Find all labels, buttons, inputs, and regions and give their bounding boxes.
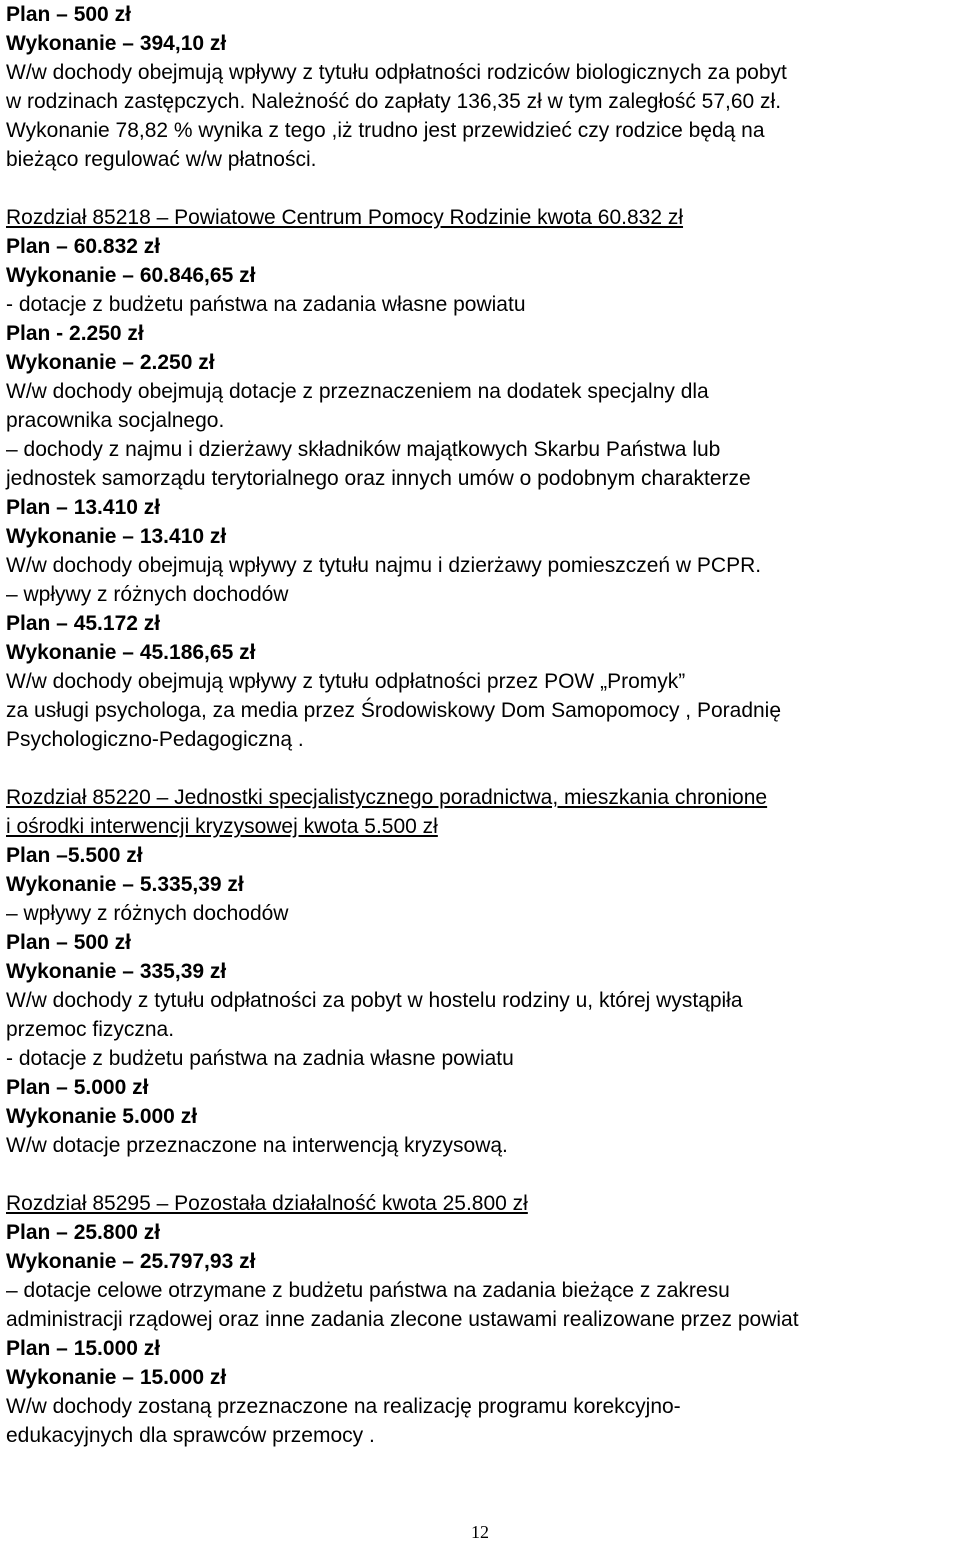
- document-page: [6, 0, 956, 1450]
- execution-line: Wykonanie – 5.335,39 zł: [6, 873, 244, 896]
- plan-line: Plan –5.500 zł: [6, 844, 143, 867]
- body-text: edukacyjnych dla sprawców przemocy .: [6, 1424, 375, 1447]
- execution-line: Wykonanie – 335,39 zł: [6, 960, 227, 983]
- section-heading-85218: Rozdział 85218 – Powiatowe Centrum Pomocy Rodzinie kwota 60.832 zł: [6, 206, 684, 229]
- category-line: – wpływy z różnych dochodów: [6, 902, 289, 925]
- body-text: W/w dochody obejmują wpływy z tytułu odpłatności przez POW „Promyk”: [6, 670, 686, 693]
- execution-line: Wykonanie – 25.797,93 zł: [6, 1250, 256, 1273]
- section-heading-85220-cont: i ośrodki interwencji kryzysowej kwota 5.500 zł: [6, 815, 438, 838]
- plan-line: Plan – 500 zł: [6, 931, 131, 954]
- body-text: za usługi psychologa, za media przez Środowiskowy Dom Samopomocy , Poradnię: [6, 699, 782, 722]
- execution-line: Wykonanie – 13.410 zł: [6, 525, 227, 548]
- spacer: [6, 1160, 956, 1189]
- spacer: [6, 174, 956, 203]
- plan-line: Plan - 2.250 zł: [6, 322, 144, 345]
- plan-line: Plan – 25.800 zł: [6, 1221, 161, 1244]
- plan-line: Plan – 13.410 zł: [6, 496, 161, 519]
- body-text: W/w dochody obejmują wpływy z tytułu najmu i dzierżawy pomieszczeń w PCPR.: [6, 554, 762, 577]
- spacer: [6, 754, 956, 783]
- plan-line: Plan – 60.832 zł: [6, 235, 161, 258]
- execution-line: Wykonanie – 45.186,65 zł: [6, 641, 256, 664]
- body-text: bieżąco regulować w/w płatności.: [6, 148, 317, 171]
- body-text: W/w dochody zostaną przeznaczone na realizację programu korekcyjno-: [6, 1395, 681, 1418]
- plan-line: Plan – 500 zł: [6, 3, 131, 26]
- section-heading-85295: Rozdział 85295 – Pozostała działalność kwota 25.800 zł: [6, 1192, 528, 1215]
- execution-line: Wykonanie – 2.250 zł: [6, 351, 215, 374]
- execution-line: Wykonanie – 60.846,65 zł: [6, 264, 256, 287]
- body-text: przemoc fizyczna.: [6, 1018, 175, 1041]
- body-text: W/w dochody obejmują dotacje z przeznaczeniem na dodatek specjalny dla: [6, 380, 709, 403]
- execution-line: Wykonanie – 15.000 zł: [6, 1366, 227, 1389]
- section-heading-85220: Rozdział 85220 – Jednostki specjalistycznego poradnictwa, mieszkania chronione: [6, 786, 768, 809]
- body-text: w rodzinach zastępczych. Należność do zapłaty 136,35 zł w tym zaległość 57,60 zł.: [6, 90, 782, 113]
- plan-line: Plan – 15.000 zł: [6, 1337, 161, 1360]
- page-number: 12: [471, 1522, 489, 1542]
- category-line: – dochody z najmu i dzierżawy składników majątkowych Skarbu Państwa lub: [6, 438, 721, 461]
- body-text: Psychologiczno-Pedagogiczną .: [6, 728, 304, 751]
- category-line: – dotacje celowe otrzymane z budżetu państwa na zadania bieżące z zakresu: [6, 1279, 730, 1302]
- category-line: - dotacje z budżetu państwa na zadnia własne powiatu: [6, 1047, 514, 1070]
- execution-line: Wykonanie 5.000 zł: [6, 1105, 198, 1128]
- body-text: W/w dochody z tytułu odpłatności za pobyt w hostelu rodziny u, której wystąpiła: [6, 989, 743, 1012]
- body-text: Wykonanie 78,82 % wynika z tego ,iż trudno jest przewidzieć czy rodzice będą na: [6, 119, 765, 142]
- body-text: W/w dotacje przeznaczone na interwencją kryzysową.: [6, 1134, 508, 1157]
- execution-line: Wykonanie – 394,10 zł: [6, 32, 227, 55]
- category-line: jednostek samorządu terytorialnego oraz innych umów o podobnym charakterze: [6, 467, 751, 490]
- body-text: W/w dochody obejmują wpływy z tytułu odpłatności rodziców biologicznych za pobyt: [6, 61, 787, 84]
- plan-line: Plan – 5.000 zł: [6, 1076, 149, 1099]
- category-line: administracji rządowej oraz inne zadania zlecone ustawami realizowane przez powiat: [6, 1308, 799, 1331]
- plan-line: Plan – 45.172 zł: [6, 612, 161, 635]
- category-line: – wpływy z różnych dochodów: [6, 583, 289, 606]
- body-text: pracownika socjalnego.: [6, 409, 225, 432]
- category-line: - dotacje z budżetu państwa na zadania własne powiatu: [6, 293, 526, 316]
